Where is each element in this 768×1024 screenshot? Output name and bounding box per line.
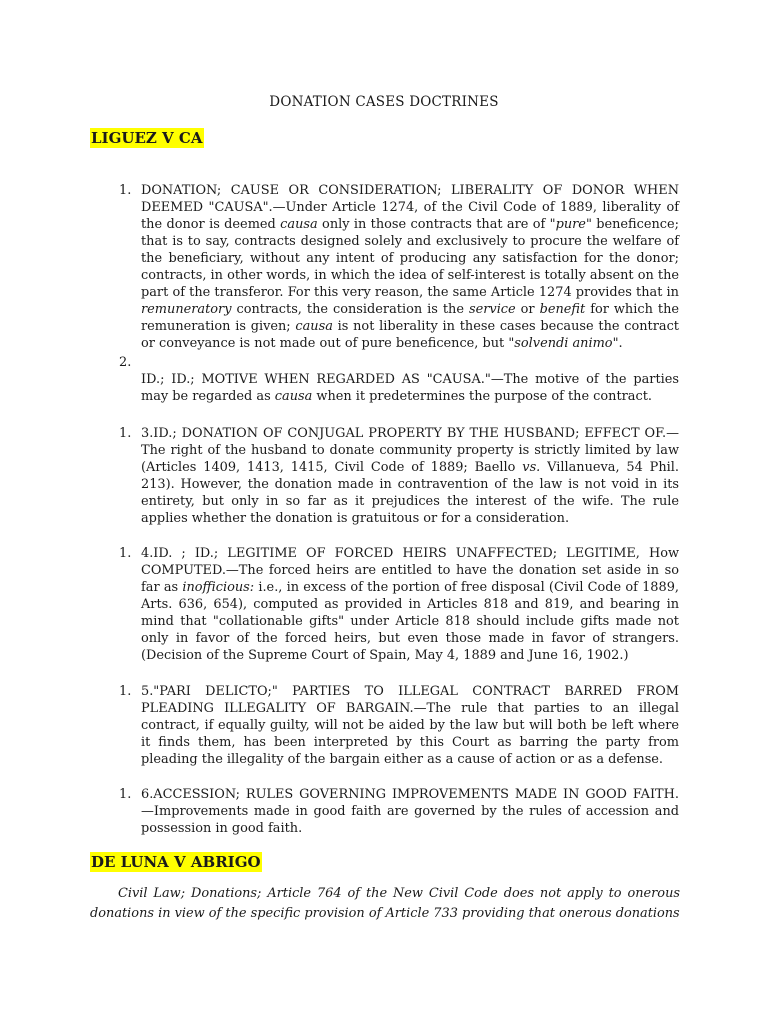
text-run: Villanueva, 54 Phil. 213). However, the donation made in contravention of the law is not void in its entirety, but only in so far as it prejudices the interest of the wife. The rule applies whether the donation is gratuitous or for a consideration. — [141, 460, 679, 526]
doctrine-item-2 — [119, 354, 679, 405]
item-number: 2. — [119, 355, 132, 370]
text-run: 5."PARI DELICTO;" PARTIES TO ILLEGAL CONTRACT BARRED FROM PLEADING ILLEGALITY OF BARGAIN.—The rule that parties to an illegal contract, if equally guilty, will not be aided by the law but will both be left where it finds them, has been interpreted by this Court as barring the party from pleading the illegality of the bargain either as a cause of action or as a defense. — [141, 684, 679, 767]
text-run: 4.ID. ; ID.; LEGITIME OF FORCED HEIRS UNAFFECTED; LEGITIME, How COMPUTED.—The forced heirs are entitled to have the donation set aside in so far as — [141, 546, 679, 595]
doctrine-item-5 — [119, 683, 679, 768]
italic-term: solvendi animo — [514, 336, 613, 351]
doctrine-item-1 — [119, 182, 679, 352]
text-run: ID.; ID.; MOTIVE WHEN REGARDED AS "CAUSA."—The motive of the parties may be regarded as — [141, 372, 679, 404]
document-title: DONATION CASES DOCTRINES — [269, 94, 499, 110]
text-run: 3.ID.; DONATION OF CONJUGAL PROPERTY BY THE HUSBAND; EFFECT OF.—The right of the husband to donate community property is strictly limited by law (Articles 1409, 1413, 1415, Civil Code of 1889; Baello — [141, 426, 679, 475]
italic-term: causa — [295, 319, 333, 334]
item-number: 1. — [119, 787, 132, 802]
text-run: only in those contracts that are of " — [317, 217, 556, 232]
item-text — [119, 425, 679, 527]
italic-term: pure — [555, 217, 586, 232]
italic-term: vs. — [522, 460, 541, 475]
item-text — [119, 182, 679, 352]
text-run: " beneficence; that is to say, contracts designed solely and exclusively to procure the welfare of the beneficiary, without any intent of producing any satisfaction for the donor; contracts, in other words, in which the idea of self-interest is totally absent on the part of the transferor. For this very reason, the same Article 1274 provides that in — [141, 217, 679, 300]
italic-term: causa — [274, 389, 313, 404]
doctrine-item-6 — [119, 786, 679, 837]
italic-term: benefit — [539, 302, 586, 317]
italic-term: service — [469, 302, 516, 317]
doctrine-item-4 — [119, 545, 679, 664]
case-heading-liguez: LIGUEZ V CA — [91, 129, 203, 147]
italic-term: inofficious: — [182, 580, 255, 595]
item-number: 1. — [119, 426, 132, 441]
text-run: or — [515, 302, 540, 317]
item-number: 1. — [119, 684, 132, 699]
text-run: is not liberality in these cases because the contract or conveyance is not made out of pure beneficence, but " — [141, 319, 679, 351]
item-number: 1. — [119, 183, 132, 198]
text-run: 6.ACCESSION; RULES GOVERNING IMPROVEMENTS MADE IN GOOD FAITH.—Improvements made in good faith are governed by the rules of accession and possession in good faith. — [141, 787, 679, 836]
text-run: ". — [612, 336, 623, 351]
italic-term: causa — [280, 217, 318, 232]
text-run: contracts, the consideration is the — [231, 302, 469, 317]
item-text — [119, 683, 679, 768]
closing-paragraph: Civil Law; Donations; Article 764 of the New Civil Code does not apply to onerous donations in view of the specific provision of Article 733 providing that onerous donations — [90, 886, 680, 921]
item-text — [119, 354, 679, 405]
doctrine-item-3 — [119, 425, 679, 527]
item-text — [119, 786, 679, 837]
text-run: for which the remuneration is given; — [141, 302, 679, 334]
item-text — [119, 545, 679, 664]
case-heading-de-luna: DE LUNA V ABRIGO — [91, 853, 261, 871]
item-number: 1. — [119, 546, 132, 561]
text-run: when it predetermines the purpose of the contract. — [312, 389, 652, 404]
text-run: DONATION; CAUSE OR CONSIDERATION; LIBERALITY OF DONOR WHEN DEEMED "CAUSA".—Under Article 1274, of the Civil Code of 1889, liberality of the donor is deemed — [141, 183, 679, 232]
italic-term: remuneratory — [141, 302, 232, 317]
text-run: i.e., in excess of the portion of free disposal (Civil Code of 1889, Arts. 636, 654), computed as provided in Articles 818 and 819, and bearing in mind that "collationable gifts" under Article 818 should include gifts made not only in favor of the forced heirs, but even those made in favor of strangers. (Decision of the Supreme Court of Spain, May 4, 1889 and June 16, 1902.) — [141, 580, 679, 663]
